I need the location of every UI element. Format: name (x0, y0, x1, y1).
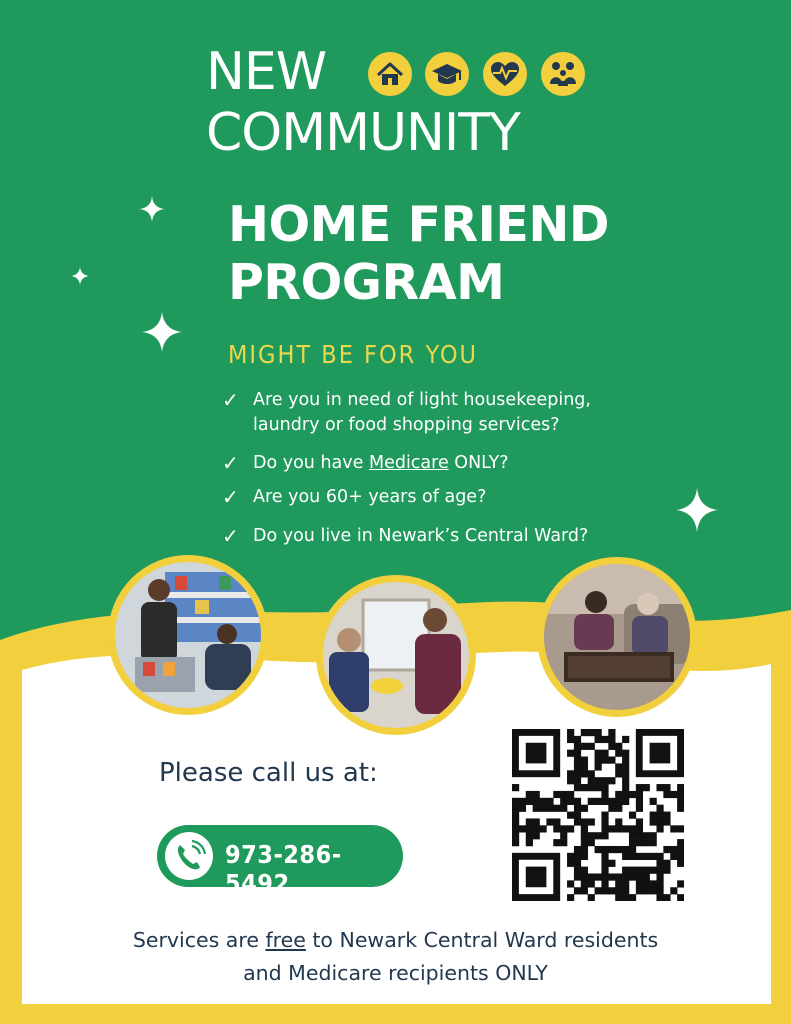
tagline: MIGHT BE FOR YOU (228, 340, 478, 369)
footer-text: Services are (132, 928, 266, 952)
phone-icon (165, 832, 213, 880)
phone-number: 973-286-5492 (225, 840, 342, 898)
sparkle-icon (71, 267, 89, 285)
phone-button[interactable] (157, 825, 403, 898)
program-title (228, 196, 609, 312)
qr-code[interactable] (512, 729, 684, 901)
family-icon (540, 51, 586, 97)
sparkle-icon (139, 196, 165, 222)
title-new: NEW (206, 42, 327, 102)
footer-note (40, 924, 751, 990)
checkmark-icon: ✓ (222, 388, 239, 412)
footer-free: free (265, 928, 306, 952)
icon-row (367, 51, 587, 97)
question-text: ONLY? (448, 453, 509, 473)
call-label: Please call us at: (159, 758, 378, 788)
checkmark-icon: ✓ (222, 524, 239, 548)
graduation-cap-icon (424, 51, 470, 97)
checkmark-icon: ✓ (222, 451, 239, 475)
question-text: Are you in need of light housekeeping, (253, 390, 591, 410)
sparkle-icon (142, 312, 182, 352)
program-title-line1: HOME FRIEND (228, 196, 610, 253)
program-title-line2: PROGRAM (228, 254, 505, 311)
title-community: COMMUNITY (206, 103, 520, 163)
question-text: Do you live in Newark’s Central Ward? (253, 526, 589, 546)
heartbeat-icon (482, 51, 528, 97)
footer-text: to Newark Central Ward residents (305, 928, 659, 952)
question-text: Are you 60+ years of age? (253, 487, 487, 507)
grocery-shopping-photo (108, 555, 268, 715)
home-icon (367, 51, 413, 97)
housekeeping-photo (537, 557, 697, 717)
medicare-link: Medicare (368, 453, 449, 473)
question-text: laundry or food shopping services? (253, 415, 560, 435)
checkmark-icon: ✓ (222, 485, 239, 509)
caregiver-visit-photo (316, 575, 476, 735)
question-text: Do you have (253, 453, 369, 473)
footer-text: and Medicare recipients ONLY (243, 961, 548, 985)
